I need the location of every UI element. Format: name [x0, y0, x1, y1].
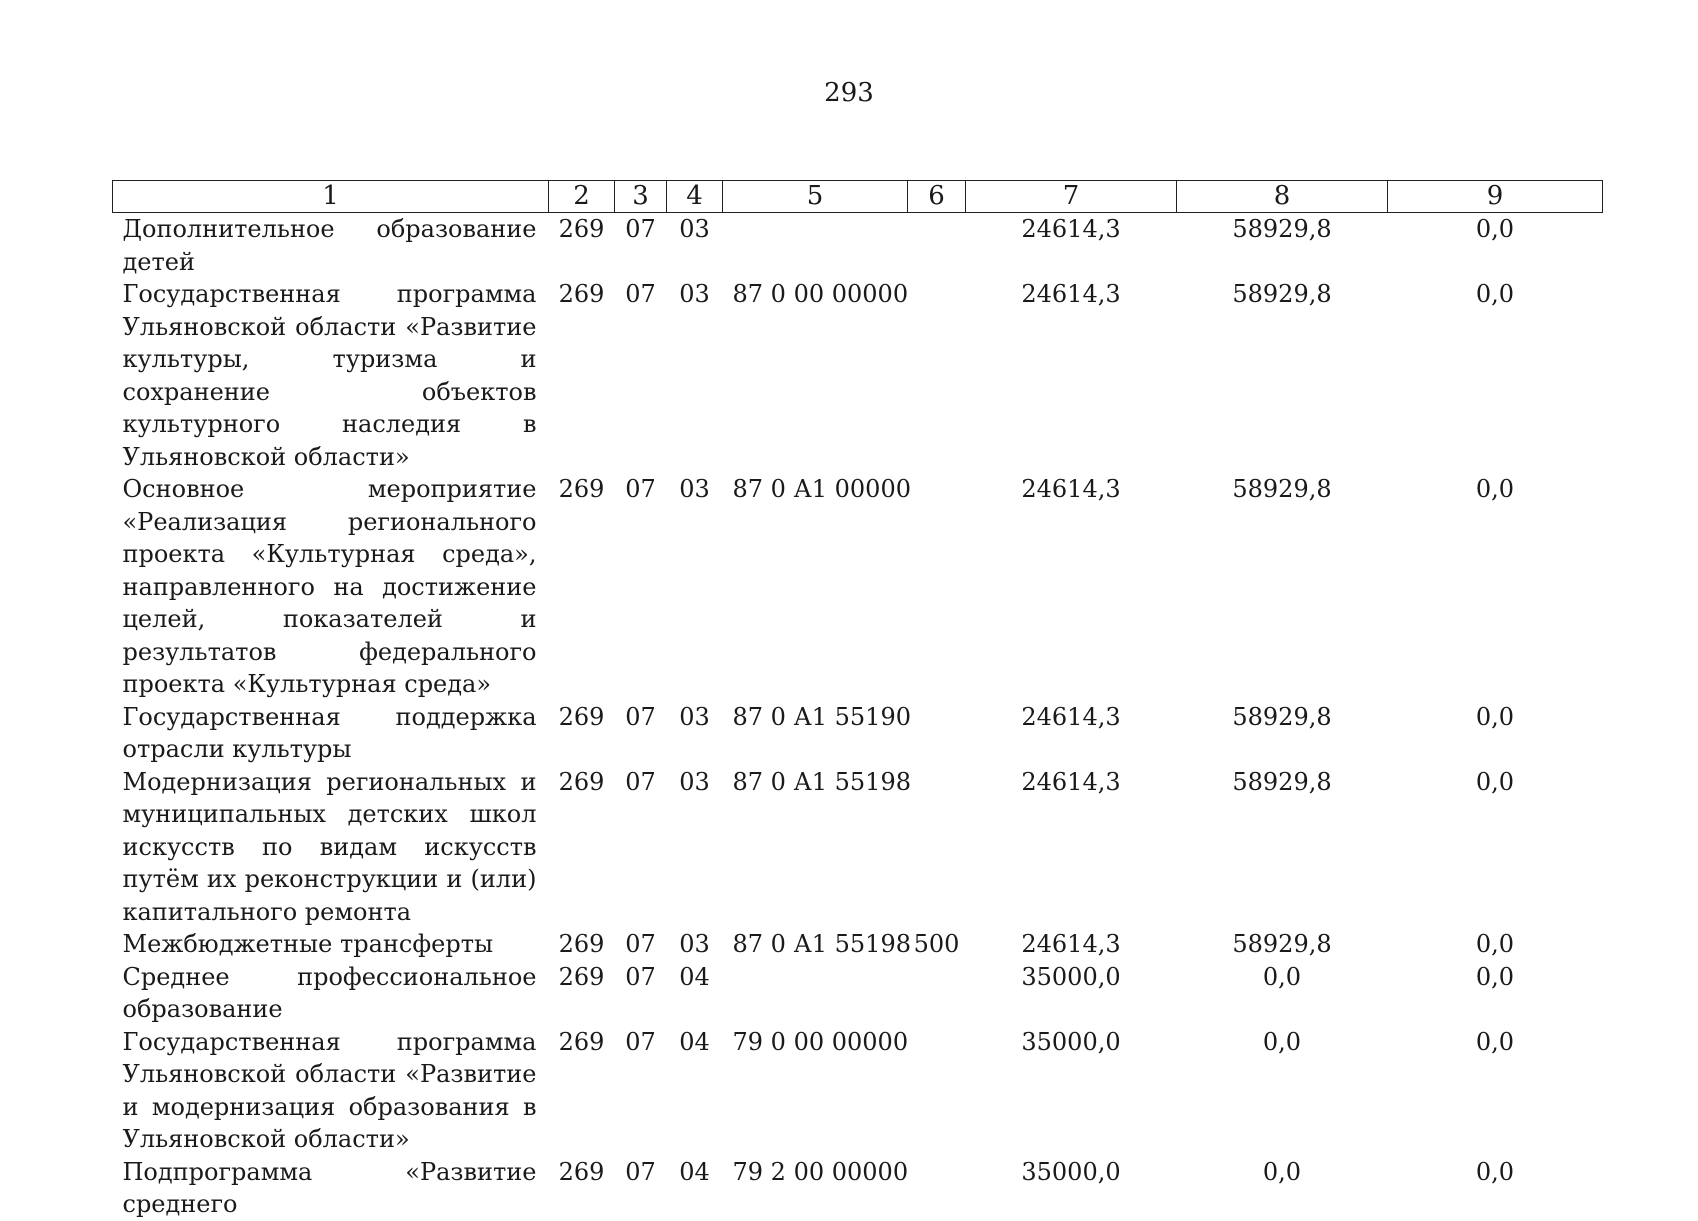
column-header-5: 5 — [723, 181, 908, 213]
row-name: Основное мероприятие «Реализация регионального проекта «Культурная среда», направленного на достижение целей, показателей и результатов федерального проекта «Культурная среда» — [122, 475, 537, 698]
row-name: Модернизация региональных и муниципальных детских школ искусств по видам искусств путём их реконструкции и (или) капитального ремонта — [122, 767, 537, 926]
cell-col8: 0,0 — [1262, 1157, 1302, 1186]
cell-col5: 87 0 А1 55190 — [732, 702, 911, 731]
cell-col3: 07 — [625, 1157, 656, 1186]
cell-col9: 0,0 — [1475, 280, 1515, 308]
cell-col7: 24614,3 — [1021, 215, 1121, 243]
cell-col4: 03 — [679, 930, 710, 958]
column-header-7: 7 — [966, 181, 1177, 213]
cell-col4: 04 — [679, 1027, 710, 1056]
cell-col6 — [908, 473, 966, 701]
cell-col3: 07 — [625, 962, 656, 991]
cell-col2: 269 — [558, 962, 605, 991]
cell-col2: 269 — [558, 280, 605, 308]
cell-col5: 79 0 00 00000 — [732, 1027, 909, 1056]
cell-col9: 0,0 — [1475, 930, 1515, 958]
table-row — [113, 1156, 1603, 1221]
cell-col6 — [908, 961, 966, 1026]
table-row — [113, 701, 1603, 766]
cell-col2: 269 — [558, 215, 605, 243]
table-row — [113, 278, 1603, 473]
cell-col2: 269 — [558, 475, 605, 503]
column-header-6: 6 — [908, 181, 966, 213]
cell-col4: 03 — [679, 767, 710, 796]
cell-col7: 24614,3 — [1021, 280, 1121, 308]
cell-col8: 58929,8 — [1232, 280, 1332, 308]
cell-col6 — [908, 213, 966, 279]
cell-col2: 269 — [558, 767, 605, 796]
cell-col5 — [723, 213, 908, 279]
cell-col8: 0,0 — [1262, 962, 1302, 991]
cell-col4: 03 — [679, 215, 710, 243]
budget-table — [112, 180, 1603, 1221]
table-row — [113, 961, 1603, 1026]
cell-col9: 0,0 — [1475, 1157, 1515, 1186]
cell-col6 — [908, 1156, 966, 1221]
cell-col5: 79 2 00 00000 — [732, 1157, 909, 1186]
column-header-3: 3 — [615, 181, 667, 213]
cell-col8: 58929,8 — [1232, 930, 1332, 958]
cell-col9: 0,0 — [1475, 475, 1515, 503]
cell-col5 — [723, 961, 908, 1026]
cell-col4: 04 — [679, 962, 710, 991]
column-header-2: 2 — [549, 181, 615, 213]
cell-col2: 269 — [558, 1027, 605, 1056]
cell-col2: 269 — [558, 930, 605, 958]
row-name: Государственная программа Ульяновской области «Развитие культуры, туризма и сохранение объектов культурного наследия в Ульяновской области» — [122, 280, 537, 471]
column-header-4: 4 — [667, 181, 723, 213]
cell-col6 — [908, 766, 966, 929]
cell-col6 — [908, 701, 966, 766]
cell-col3: 07 — [625, 280, 656, 308]
cell-col9: 0,0 — [1475, 767, 1515, 796]
cell-col3: 07 — [625, 215, 656, 243]
row-name: Государственная программа Ульяновской области «Развитие и модернизация образования в Ульяновской области» — [122, 1027, 537, 1153]
cell-col6 — [908, 1026, 966, 1156]
cell-col7: 24614,3 — [1021, 767, 1121, 796]
table-row — [113, 1026, 1603, 1156]
cell-col3: 07 — [625, 1027, 656, 1056]
cell-col6: 500 — [913, 930, 960, 958]
cell-col8: 58929,8 — [1232, 215, 1332, 243]
cell-col3: 07 — [625, 702, 656, 731]
table-row — [113, 928, 1603, 961]
cell-col7: 35000,0 — [1021, 1027, 1121, 1056]
cell-col6 — [908, 278, 966, 473]
cell-col7: 35000,0 — [1021, 962, 1121, 991]
column-header-1: 1 — [113, 181, 549, 213]
cell-col5: 87 0 А1 55198 — [732, 930, 911, 958]
cell-col5: 87 0 А1 00000 — [732, 475, 911, 503]
cell-col4: 03 — [679, 702, 710, 731]
row-name: Межбюджетные трансферты — [122, 930, 494, 958]
cell-col4: 03 — [679, 475, 710, 503]
column-header-9: 9 — [1388, 181, 1603, 213]
row-name: Подпрограмма «Развитие среднего — [122, 1157, 537, 1218]
row-name: Среднее профессиональное образование — [122, 962, 537, 1023]
cell-col4: 04 — [679, 1157, 710, 1186]
cell-col8: 58929,8 — [1232, 475, 1332, 503]
column-header-8: 8 — [1177, 181, 1388, 213]
cell-col7: 24614,3 — [1021, 475, 1121, 503]
cell-col9: 0,0 — [1475, 962, 1515, 991]
cell-col7: 35000,0 — [1021, 1157, 1121, 1186]
cell-col7: 24614,3 — [1021, 930, 1121, 958]
row-name: Государственная поддержка отрасли культуры — [122, 702, 537, 763]
cell-col8: 58929,8 — [1232, 767, 1332, 796]
cell-col9: 0,0 — [1475, 702, 1515, 731]
cell-col2: 269 — [558, 1157, 605, 1186]
cell-col9: 0,0 — [1475, 1027, 1515, 1056]
cell-col3: 07 — [625, 930, 656, 958]
cell-col4: 03 — [679, 280, 710, 308]
cell-col2: 269 — [558, 702, 605, 731]
cell-col9: 0,0 — [1475, 215, 1515, 243]
cell-col3: 07 — [625, 767, 656, 796]
header-row — [113, 181, 1603, 213]
page-number: 293 — [824, 78, 874, 108]
cell-col7: 24614,3 — [1021, 702, 1121, 731]
cell-col5: 87 0 А1 55198 — [732, 767, 911, 796]
cell-col8: 58929,8 — [1232, 702, 1332, 731]
table-row — [113, 473, 1603, 701]
cell-col3: 07 — [625, 475, 656, 503]
cell-col5: 87 0 00 00000 — [732, 280, 909, 308]
cell-col8: 0,0 — [1262, 1027, 1302, 1056]
row-name: Дополнительное образование детей — [122, 215, 537, 276]
table-row — [113, 766, 1603, 929]
table-row — [113, 213, 1603, 279]
